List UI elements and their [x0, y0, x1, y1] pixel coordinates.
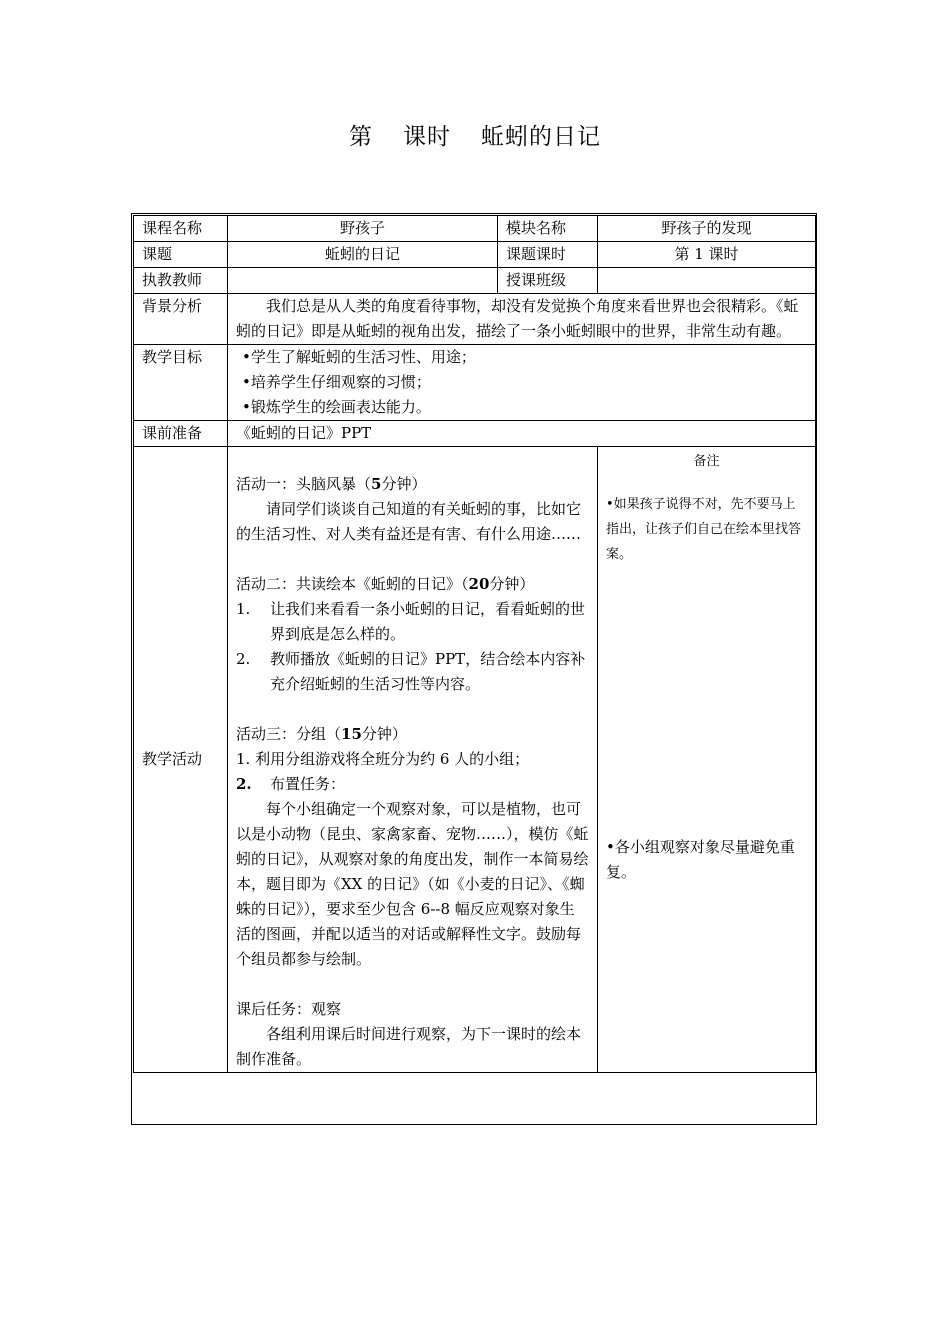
table-row [134, 294, 816, 345]
remarks-cell [598, 447, 816, 1073]
activity3-title [236, 722, 589, 747]
teacher-label: 执教教师 [134, 268, 228, 294]
activity1-title-suffix: 分钟） [381, 475, 427, 493]
homework-title: 课后任务：观察 [236, 1000, 342, 1018]
activity1-title-prefix: 活动一：头脑风暴（ [236, 475, 372, 493]
activity3-time: 15 [341, 725, 362, 743]
title-part2: 课时 [403, 124, 451, 150]
background-label: 背景分析 [134, 294, 228, 345]
activity1-time: 5 [371, 475, 382, 493]
remark-item: •如果孩子说得不对，先不要马上指出，让孩子们自己在绘本里找答案。 [606, 497, 802, 562]
activities-label: 教学活动 [134, 447, 228, 1073]
hours-label: 课题课时 [498, 242, 598, 268]
activity2-title-prefix: 活动二：共读绘本《蚯蚓的日记》（ [236, 575, 469, 593]
list-item-number: 1. [236, 600, 251, 618]
activity2-time: 20 [468, 575, 490, 593]
activity3-body: 每个小组确定一个观察对象，可以是植物，也可以是小动物（昆虫、家禽家畜、宠物……），模仿《蚯蚓的日记》，从观察对象的角度出发，制作一本简易绘本，题目即为《XX 的日记》（如《小麦的日记》、《蜘蛛的日记》），要求至少包含 6--8 幅反应观察对象生活的图画，并配以适当的对话或解释性文字。鼓励每个组员都参与绘制。 [236, 800, 589, 968]
module-value: 野孩子的发现 [598, 216, 816, 242]
topic-value: 蚯蚓的日记 [228, 242, 498, 268]
prep-value: 《蚯蚓的日记》PPT [228, 421, 816, 447]
course-name-value: 野孩子 [228, 216, 498, 242]
list-item-text: 布置任务： [270, 775, 346, 793]
activity3-title-prefix: 活动三：分组（ [236, 725, 342, 743]
activity2-title [236, 572, 589, 597]
activities-content [228, 447, 598, 1073]
goal-item: •学生了解蚯蚓的生活习性、用途； [242, 348, 476, 366]
remark-item: •各小组观察对象尽量避免重复。 [606, 838, 795, 881]
background-text: 我们总是从人类的角度看待事物，却没有发觉换个角度来看世界也会很精彩。《蚯蚓的日记》即是从蚯蚓的视角出发，描绘了一条小蚯蚓眼中的世界，非常生动有趣。 [228, 294, 816, 345]
goals-label: 教学目标 [134, 345, 228, 421]
teacher-value [228, 268, 498, 294]
table-row [134, 447, 816, 1073]
list-item [236, 597, 589, 647]
goal-item: •锻炼学生的绘画表达能力。 [242, 398, 431, 416]
activity1-title [236, 472, 589, 497]
table-row [134, 268, 816, 294]
module-label: 模块名称 [498, 216, 598, 242]
page-title [0, 118, 950, 151]
list-item [236, 772, 589, 797]
goals-list [228, 345, 816, 421]
title-part1: 第 [349, 124, 373, 150]
title-part3: 蚯蚓的日记 [481, 124, 601, 150]
table-row [134, 421, 816, 447]
topic-label: 课题 [134, 242, 228, 268]
hours-value: 第 1 课时 [598, 242, 816, 268]
table-row [134, 242, 816, 268]
goal-item: •培养学生仔细观察的习惯； [242, 373, 431, 391]
list-item [236, 647, 589, 697]
class-value [598, 268, 816, 294]
activity1-body: 请同学们谈谈自己知道的有关蚯蚓的事，比如它的生活习性、对人类有益还是有害、有什么用途…… [236, 500, 582, 543]
course-name-label: 课程名称 [134, 216, 228, 242]
activity3-item1: 1. 利用分组游戏将全班分为约 6 人的小组； [236, 750, 530, 768]
homework-body: 各组利用课后时间进行观察，为下一课时的绘本制作准备。 [236, 1025, 582, 1068]
table-row [134, 216, 816, 242]
list-item-number: 2. [236, 650, 251, 668]
class-label: 授课班级 [498, 268, 598, 294]
prep-label: 课前准备 [134, 421, 228, 447]
list-item-text: 让我们来看看一条小蚯蚓的日记，看看蚯蚓的世界到底是怎么样的。 [270, 600, 586, 643]
activity3-title-suffix: 分钟） [361, 725, 407, 743]
activity2-title-suffix: 分钟） [489, 575, 535, 593]
list-item-number: 2. [236, 775, 252, 793]
list-item-text: 教师播放《蚯蚓的日记》PPT，结合绘本内容补充介绍蚯蚓的生活习性等内容。 [270, 650, 586, 693]
lesson-plan-table [133, 215, 816, 1073]
table-row [134, 345, 816, 421]
remarks-header: 备注 [693, 454, 720, 469]
